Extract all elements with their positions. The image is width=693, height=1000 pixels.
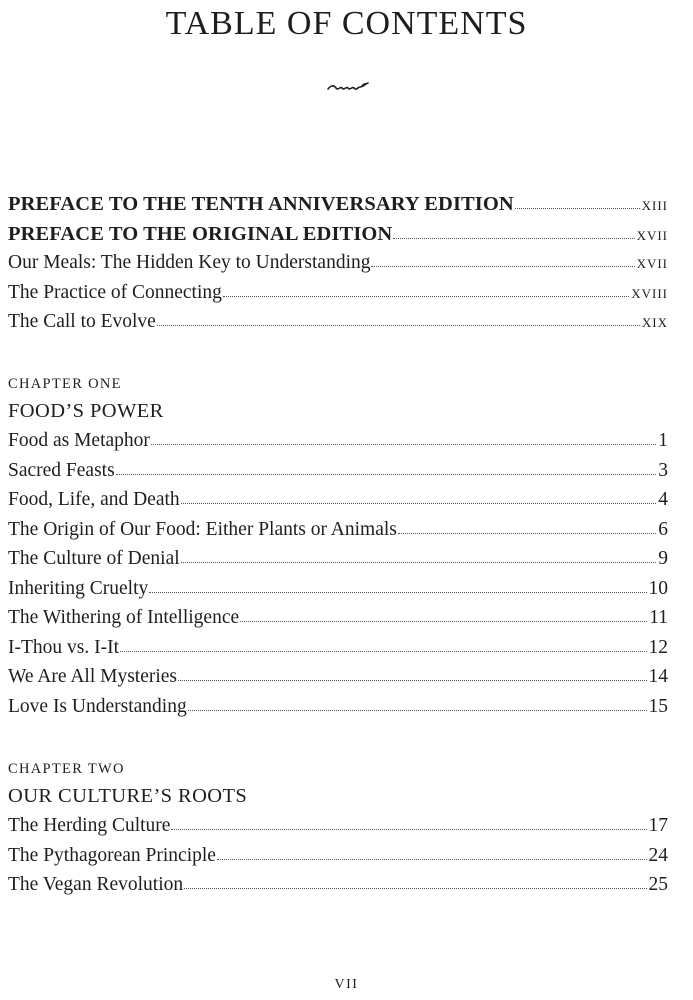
toc-entry-title: The Withering of Intelligence (8, 607, 240, 628)
dot-leader (515, 207, 640, 209)
chapter-one-list (8, 430, 668, 725)
chapter-label: CHAPTER TWO (8, 761, 125, 777)
toc-entry[interactable] (8, 223, 668, 253)
toc-entry-title: Our Meals: The Hidden Key to Understanding (8, 252, 371, 273)
dot-leader (116, 473, 657, 475)
toc-page-number: 4 (658, 489, 668, 510)
toc-entry-title: The Pythagorean Principle (8, 844, 216, 866)
toc-entry-title: The Herding Culture (8, 815, 171, 836)
toc-entry-title: The Practice of Connecting (8, 281, 222, 303)
toc-entry[interactable] (8, 815, 668, 845)
toc-page-number: 17 (648, 815, 668, 836)
toc-entry[interactable] (8, 845, 668, 875)
chapter-label: CHAPTER ONE (8, 376, 122, 392)
chapter-title[interactable]: FOOD’S POWER (8, 400, 164, 422)
toc-entry[interactable] (8, 430, 668, 460)
toc-page-number: xviii (631, 281, 668, 302)
toc-entry-title: The Origin of Our Food: Either Plants or Animals (8, 518, 397, 540)
dot-leader (157, 324, 640, 326)
toc-entry-title: We Are All Mysteries (8, 666, 178, 687)
toc-entry[interactable] (8, 637, 668, 667)
page-folio: VII (334, 977, 359, 992)
chapter-two-list (8, 815, 668, 904)
toc-entry[interactable] (8, 666, 668, 696)
dot-leader (120, 650, 646, 652)
toc-entry[interactable] (8, 489, 668, 519)
toc-entry[interactable] (8, 548, 668, 578)
dot-leader (151, 443, 656, 445)
toc-page-number: xvii (636, 223, 668, 244)
dot-leader (188, 709, 647, 711)
toc-entry-title: PREFACE TO THE ORIGINAL EDITION (8, 222, 393, 245)
dot-leader (398, 532, 656, 534)
dot-leader (240, 620, 647, 622)
dot-leader (223, 295, 629, 297)
front-matter-list (8, 193, 668, 341)
toc-entry-title: Love Is Understanding (8, 695, 187, 717)
toc-entry[interactable] (8, 311, 668, 341)
toc-entry[interactable] (8, 607, 668, 637)
toc-entry[interactable] (8, 282, 668, 312)
flourish-ornament-icon (326, 78, 370, 96)
toc-page-number: 10 (648, 577, 668, 599)
dot-leader (178, 679, 646, 681)
dot-leader (371, 265, 634, 267)
toc-page-number: 12 (648, 636, 668, 658)
toc-page-number: 15 (648, 695, 668, 717)
toc-page-number: xiii (641, 194, 668, 214)
toc-entry[interactable] (8, 874, 668, 904)
toc-entry[interactable] (8, 519, 668, 549)
toc-entry[interactable] (8, 252, 668, 282)
toc-entry-title: Sacred Feasts (8, 459, 115, 481)
toc-page-number: 24 (648, 844, 668, 866)
dot-leader (181, 502, 657, 504)
toc-entry-title: Food as Metaphor (8, 430, 150, 451)
toc-page-number: 3 (658, 459, 668, 481)
dot-leader (393, 237, 634, 239)
toc-page-number: 1 (658, 430, 668, 451)
toc-entry-title: Inheriting Cruelty (8, 577, 149, 599)
dot-leader (184, 887, 646, 889)
page-title: TABLE OF CONTENTS (165, 5, 528, 42)
toc-entry-title: Food, Life, and Death (8, 489, 180, 510)
toc-entry[interactable] (8, 696, 668, 726)
toc-entry-title: PREFACE TO THE TENTH ANNIVERSARY EDITION (8, 193, 514, 215)
toc-entry-title: The Culture of Denial (8, 548, 180, 569)
toc-entry[interactable] (8, 460, 668, 490)
toc-entry-title: I-Thou vs. I-It (8, 636, 120, 658)
toc-page-number: 9 (658, 548, 668, 569)
toc-entry[interactable] (8, 193, 668, 223)
toc-page-number: xix (641, 311, 668, 331)
chapter-title[interactable]: OUR CULTURE’S ROOTS (8, 785, 248, 807)
dot-leader (217, 858, 647, 860)
toc-page-number: 14 (648, 666, 668, 687)
toc-entry-title: The Vegan Revolution (8, 874, 184, 895)
toc-entry-title: The Call to Evolve (8, 311, 156, 332)
dot-leader (181, 561, 657, 563)
dot-leader (149, 591, 646, 593)
toc-entry[interactable] (8, 578, 668, 608)
toc-page-number: 6 (658, 518, 668, 540)
toc-page-number: 25 (648, 874, 668, 895)
toc-page-number: 11 (649, 607, 668, 628)
toc-page-number: xvii (636, 252, 668, 272)
dot-leader (171, 828, 646, 830)
